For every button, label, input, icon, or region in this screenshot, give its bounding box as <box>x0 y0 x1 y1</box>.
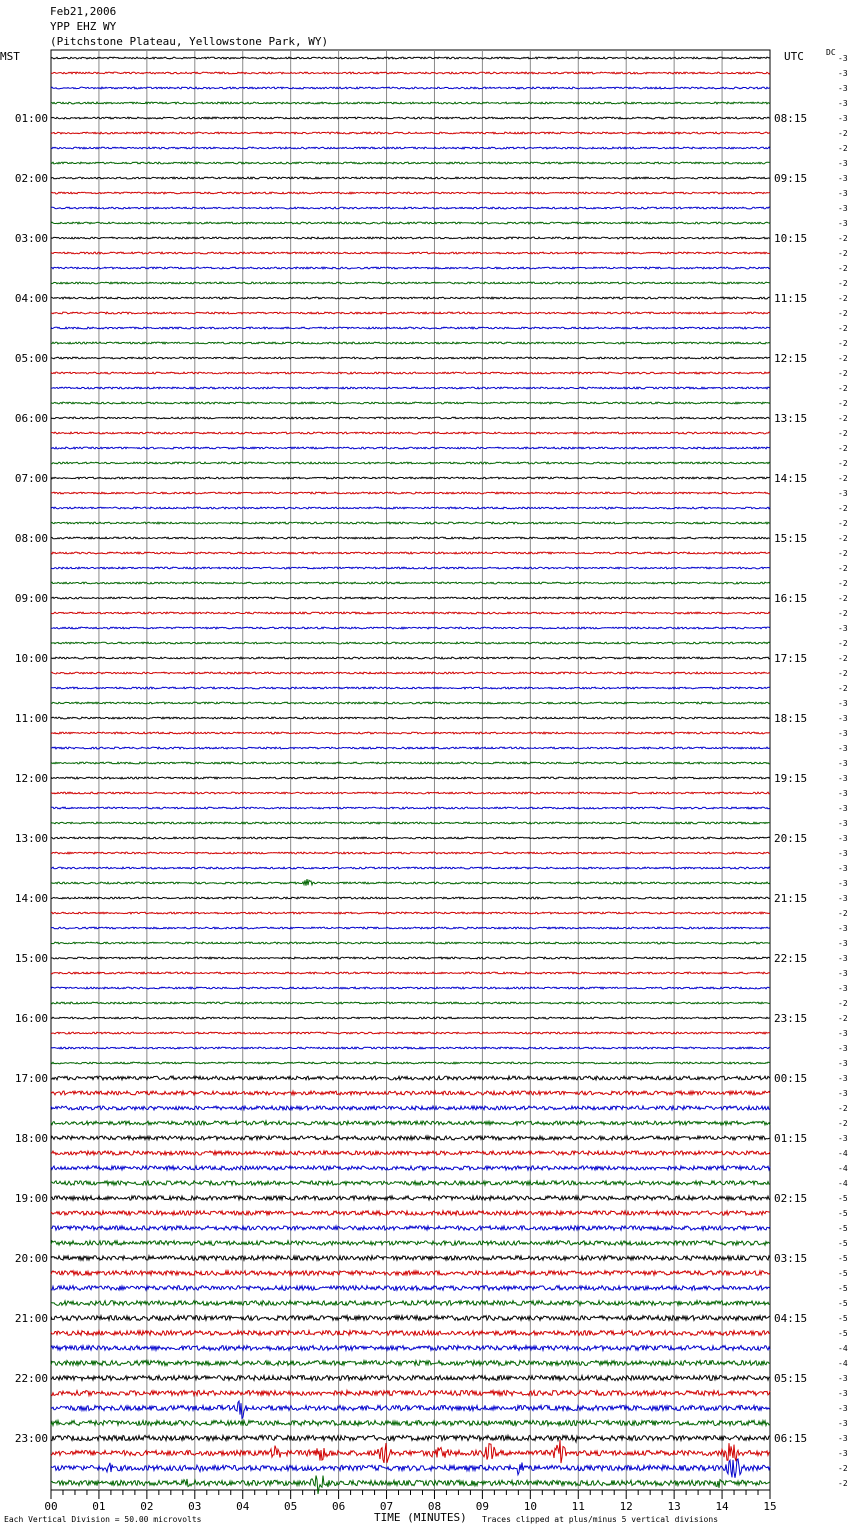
trace-offset-label: -2 <box>838 354 848 363</box>
mst-hour-label: 08:00 <box>14 532 48 545</box>
seismic-trace <box>51 222 770 224</box>
trace-offset-label: -3 <box>838 804 848 813</box>
seismic-trace <box>51 1376 770 1381</box>
seismic-trace <box>51 1271 770 1276</box>
mst-hour-label: 02:00 <box>14 172 48 185</box>
mst-hour-label: 06:00 <box>14 412 48 425</box>
plot-date: Feb21,2006 <box>50 5 117 18</box>
seismic-trace <box>51 447 770 449</box>
seismic-trace <box>51 1256 770 1261</box>
x-tick-label: 02 <box>140 1500 154 1513</box>
trace-offset-label: -2 <box>838 549 848 558</box>
utc-hour-label: 15:15 <box>774 532 808 545</box>
x-tick-label: 11 <box>571 1500 585 1513</box>
utc-hour-label: 16:15 <box>774 592 808 605</box>
trace-offset-label: -2 <box>838 474 848 483</box>
trace-offset-label: -3 <box>838 624 848 633</box>
trace-offset-label: -2 <box>838 594 848 603</box>
seismic-trace <box>51 1435 770 1442</box>
seismic-trace <box>51 912 770 914</box>
trace-offset-label: -2 <box>838 414 848 423</box>
x-tick-label: 07 <box>379 1500 394 1513</box>
x-tick-label: 00 <box>44 1500 58 1513</box>
trace-offset-label: -2 <box>838 399 848 408</box>
trace-offset-label: -3 <box>838 939 848 948</box>
mst-hour-label: 12:00 <box>14 772 48 785</box>
trace-offset-label: -2 <box>838 144 848 153</box>
utc-hour-label: 12:15 <box>774 352 808 365</box>
seismic-trace <box>51 57 770 59</box>
trace-offset-label: -5 <box>838 1269 848 1278</box>
mst-hour-label: 13:00 <box>14 832 48 845</box>
trace-offset-label: -3 <box>838 819 848 828</box>
seismic-trace <box>51 1316 770 1321</box>
seismic-trace <box>51 552 770 554</box>
seismic-trace <box>51 462 770 464</box>
trace-offset-label: -2 <box>838 294 848 303</box>
seismic-trace <box>51 1181 770 1185</box>
trace-offset-label: -3 <box>838 174 848 183</box>
trace-offset-label: -3 <box>838 114 848 123</box>
trace-offset-label: -3 <box>838 1374 848 1383</box>
mst-hour-label: 14:00 <box>14 892 48 905</box>
trace-offset-label: -3 <box>838 1074 848 1083</box>
seismic-trace <box>51 1361 770 1366</box>
seismic-trace <box>51 1286 770 1291</box>
trace-offset-label: -2 <box>838 249 848 258</box>
seismic-trace <box>51 117 770 119</box>
seismic-trace <box>51 1211 770 1215</box>
seismic-trace <box>51 132 770 134</box>
trace-offset-label: -3 <box>838 489 848 498</box>
seismic-trace <box>51 1047 770 1049</box>
seismic-trace <box>51 879 770 886</box>
trace-offset-label: -3 <box>838 84 848 93</box>
x-tick-label: 08 <box>427 1500 442 1513</box>
mst-hour-label: 16:00 <box>14 1012 48 1025</box>
trace-offset-label: -3 <box>838 189 848 198</box>
trace-offset-label: -2 <box>838 1014 848 1023</box>
seismic-trace <box>51 312 770 314</box>
trace-offset-label: -3 <box>838 714 848 723</box>
trace-offset-label: -5 <box>838 1314 848 1323</box>
seismic-trace <box>51 1106 770 1110</box>
utc-hour-label: 01:15 <box>774 1132 808 1145</box>
trace-offset-label: -2 <box>838 519 848 528</box>
seismic-trace <box>51 162 770 164</box>
seismic-trace <box>51 837 770 839</box>
mst-hour-label: 20:00 <box>14 1252 48 1265</box>
seismic-trace <box>51 417 770 419</box>
trace-offset-label: -4 <box>838 1164 848 1173</box>
trace-offset-label: -3 <box>838 1404 848 1413</box>
trace-offset-label: -3 <box>838 1029 848 1038</box>
trace-offset-label: -2 <box>838 234 848 243</box>
seismic-trace <box>51 432 770 434</box>
mst-hour-label: 17:00 <box>14 1072 48 1085</box>
seismic-trace <box>51 102 770 104</box>
x-tick-label: 13 <box>667 1500 681 1513</box>
trace-offset-label: -3 <box>838 219 848 228</box>
utc-hour-label: 08:15 <box>774 112 808 125</box>
seismic-trace <box>51 747 770 749</box>
seismic-trace <box>51 1301 770 1306</box>
trace-offset-label: -3 <box>838 1044 848 1053</box>
utc-hour-label: 19:15 <box>774 772 808 785</box>
utc-hour-label: 10:15 <box>774 232 808 245</box>
mst-hour-label: 21:00 <box>14 1312 48 1325</box>
seismic-trace <box>51 702 770 704</box>
seismic-trace <box>51 1226 770 1230</box>
utc-hour-label: 22:15 <box>774 952 808 965</box>
seismic-trace <box>51 597 770 599</box>
trace-offset-label: -2 <box>838 129 848 138</box>
utc-hour-label: 02:15 <box>774 1192 808 1205</box>
trace-offset-label: -2 <box>838 534 848 543</box>
trace-offset-label: -2 <box>838 1119 848 1128</box>
utc-hour-label: 09:15 <box>774 172 808 185</box>
utc-hour-label: 21:15 <box>774 892 808 905</box>
seismic-trace <box>51 192 770 194</box>
trace-offset-label: -2 <box>838 444 848 453</box>
trace-offset-label: -3 <box>838 1134 848 1143</box>
seismic-trace <box>51 267 770 269</box>
trace-offset-label: -2 <box>838 609 848 618</box>
seismic-trace <box>51 957 770 959</box>
station-location: (Pitchstone Plateau, Yellowstone Park, WY) <box>50 35 329 48</box>
seismic-trace <box>51 342 770 344</box>
trace-offset-label: -3 <box>838 744 848 753</box>
utc-hour-label: 03:15 <box>774 1252 808 1265</box>
trace-offset-label: -3 <box>838 159 848 168</box>
mst-hour-label: 05:00 <box>14 352 48 365</box>
utc-hour-label: 23:15 <box>774 1012 808 1025</box>
utc-hour-label: 17:15 <box>774 652 808 665</box>
utc-hour-label: 00:15 <box>774 1072 808 1085</box>
seismic-trace <box>51 567 770 569</box>
utc-hour-label: 11:15 <box>774 292 808 305</box>
x-tick-label: 10 <box>523 1500 537 1513</box>
trace-offset-label: -2 <box>838 429 848 438</box>
trace-offset-label: -2 <box>838 264 848 273</box>
seismic-trace <box>51 1032 770 1034</box>
trace-offset-label: -2 <box>838 1464 848 1473</box>
seismic-trace <box>51 762 770 764</box>
x-tick-label: 04 <box>236 1500 250 1513</box>
seismic-trace <box>51 867 770 869</box>
seismic-trace <box>51 357 770 359</box>
seismic-trace <box>51 942 770 944</box>
trace-offset-label: -2 <box>838 504 848 513</box>
seismic-trace <box>51 177 770 179</box>
seismic-trace <box>51 1002 770 1004</box>
mst-hour-label: 15:00 <box>14 952 48 965</box>
mst-hour-label: 23:00 <box>14 1432 48 1445</box>
seismic-trace <box>51 717 770 719</box>
trace-offset-label: -4 <box>838 1344 848 1353</box>
utc-axis-label: UTC <box>784 50 804 63</box>
seismic-trace <box>51 87 770 89</box>
seismic-trace <box>51 1241 770 1245</box>
trace-offset-label: -2 <box>838 684 848 693</box>
trace-offset-label: -2 <box>838 459 848 468</box>
trace-offset-label: -5 <box>838 1284 848 1293</box>
trace-offset-label: -4 <box>838 1359 848 1368</box>
trace-offset-label: -4 <box>838 1149 848 1158</box>
seismic-trace <box>51 732 770 734</box>
mst-hour-label: 03:00 <box>14 232 48 245</box>
seismic-trace <box>51 237 770 239</box>
trace-offset-label: -5 <box>838 1299 848 1308</box>
trace-offset-label: -2 <box>838 384 848 393</box>
trace-offset-label: -3 <box>838 864 848 873</box>
trace-offset-label: -2 <box>838 309 848 318</box>
mst-hour-label: 04:00 <box>14 292 48 305</box>
seismic-trace <box>51 252 770 254</box>
trace-offset-label: -3 <box>838 774 848 783</box>
seismic-trace <box>51 372 770 374</box>
seismic-trace <box>51 582 770 584</box>
seismic-trace <box>51 147 770 149</box>
trace-offset-label: -3 <box>838 1434 848 1443</box>
trace-offset-label: -3 <box>838 759 848 768</box>
trace-offset-label: -3 <box>838 69 848 78</box>
utc-hour-label: 14:15 <box>774 472 808 485</box>
seismic-trace <box>51 1076 770 1080</box>
seismic-trace <box>51 1196 770 1200</box>
trace-offset-label: -2 <box>838 564 848 573</box>
trace-offset-label: -3 <box>838 699 848 708</box>
seismic-trace <box>51 492 770 494</box>
seismic-trace <box>51 927 770 929</box>
utc-hour-label: 18:15 <box>774 712 808 725</box>
trace-offset-label: -3 <box>838 1089 848 1098</box>
trace-offset-label: -3 <box>838 1449 848 1458</box>
seismic-trace <box>51 297 770 299</box>
trace-offset-label: -3 <box>838 879 848 888</box>
trace-offset-label: -2 <box>838 579 848 588</box>
trace-offset-label: -3 <box>838 1389 848 1398</box>
trace-offset-label: -3 <box>838 204 848 213</box>
seismic-trace <box>51 897 770 899</box>
seismic-trace <box>51 792 770 794</box>
utc-hour-label: 04:15 <box>774 1312 808 1325</box>
utc-hour-label: 05:15 <box>774 1372 808 1385</box>
seismic-trace <box>51 537 770 539</box>
trace-offset-label: -5 <box>838 1224 848 1233</box>
seismic-trace <box>51 612 770 614</box>
seismic-trace <box>51 507 770 509</box>
trace-offset-label: -2 <box>838 1479 848 1488</box>
mst-hour-label: 10:00 <box>14 652 48 665</box>
x-axis-title: TIME (MINUTES) <box>374 1511 467 1524</box>
trace-offset-label: -4 <box>838 1179 848 1188</box>
seismic-trace <box>51 387 770 389</box>
trace-offset-label: -3 <box>838 954 848 963</box>
seismic-trace <box>51 1062 770 1064</box>
seismic-trace <box>51 1331 770 1336</box>
seismic-trace <box>51 1151 770 1155</box>
trace-offset-label: -2 <box>838 909 848 918</box>
seismic-trace <box>51 1136 770 1140</box>
trace-offset-label: -2 <box>838 654 848 663</box>
seismic-trace <box>51 807 770 809</box>
trace-offset-label: -3 <box>838 1059 848 1068</box>
mst-hour-label: 19:00 <box>14 1192 48 1205</box>
trace-offset-label: -2 <box>838 1104 848 1113</box>
trace-offset-label: -5 <box>838 1209 848 1218</box>
seismic-trace <box>51 282 770 284</box>
trace-offset-label: -2 <box>838 999 848 1008</box>
station-code: YPP EHZ WY <box>50 20 117 33</box>
seismic-trace <box>51 777 770 779</box>
mst-hour-label: 11:00 <box>14 712 48 725</box>
seismic-trace <box>51 522 770 524</box>
trace-offset-label: -3 <box>838 834 848 843</box>
x-tick-label: 01 <box>92 1500 106 1513</box>
seismic-trace <box>51 327 770 329</box>
trace-offset-label: -3 <box>838 54 848 63</box>
seismic-trace <box>51 1459 770 1478</box>
clip-note: Traces clipped at plus/minus 5 vertical divisions <box>482 1515 719 1524</box>
seismic-trace <box>51 72 770 74</box>
trace-offset-label: -3 <box>838 894 848 903</box>
seismic-trace <box>51 642 770 644</box>
x-tick-label: 05 <box>284 1500 298 1513</box>
seismic-trace <box>51 822 770 824</box>
seismic-trace <box>51 1420 770 1425</box>
seismic-trace <box>51 852 770 854</box>
seismic-trace <box>51 1121 770 1125</box>
seismic-trace <box>51 657 770 659</box>
trace-offset-label: -5 <box>838 1329 848 1338</box>
seismic-trace <box>51 1166 770 1170</box>
trace-offset-label: -3 <box>838 99 848 108</box>
utc-hour-label: 06:15 <box>774 1432 808 1445</box>
seismic-trace <box>51 1346 770 1351</box>
trace-offset-label: -3 <box>838 924 848 933</box>
trace-offset-label: -3 <box>838 729 848 738</box>
trace-offset-label: -3 <box>838 789 848 798</box>
seismic-trace <box>51 1017 770 1019</box>
mst-hour-label: 09:00 <box>14 592 48 605</box>
trace-offset-label: -3 <box>838 1419 848 1428</box>
trace-offset-label: -3 <box>838 984 848 993</box>
trace-offset-label: -5 <box>838 1239 848 1248</box>
seismic-trace <box>51 1440 770 1463</box>
mst-hour-label: 01:00 <box>14 112 48 125</box>
seismic-trace <box>51 402 770 404</box>
mst-hour-label: 18:00 <box>14 1132 48 1145</box>
trace-offset-label: -2 <box>838 279 848 288</box>
trace-offset-label: -3 <box>838 969 848 978</box>
utc-hour-label: 13:15 <box>774 412 808 425</box>
dc-offset-label: DC <box>826 48 836 57</box>
x-tick-label: 15 <box>763 1500 777 1513</box>
scale-note: Each Vertical Division = 50.00 microvolts <box>4 1515 202 1524</box>
x-tick-label: 03 <box>188 1500 202 1513</box>
trace-offset-label: -2 <box>838 669 848 678</box>
seismic-trace <box>51 672 770 674</box>
seismic-trace <box>51 477 770 479</box>
seismic-trace <box>51 987 770 989</box>
mst-hour-label: 07:00 <box>14 472 48 485</box>
seismic-trace <box>51 1401 770 1418</box>
x-tick-label: 14 <box>715 1500 729 1513</box>
trace-offset-label: -2 <box>838 639 848 648</box>
trace-offset-label: -5 <box>838 1254 848 1263</box>
trace-offset-label: -2 <box>838 339 848 348</box>
x-tick-label: 12 <box>619 1500 633 1513</box>
x-tick-label: 09 <box>475 1500 490 1513</box>
trace-offset-label: -3 <box>838 849 848 858</box>
seismic-trace <box>51 687 770 689</box>
seismic-trace <box>51 627 770 629</box>
seismic-trace <box>51 972 770 974</box>
seismic-trace <box>51 1091 770 1095</box>
utc-hour-label: 20:15 <box>774 832 808 845</box>
trace-offset-label: -2 <box>838 369 848 378</box>
mst-hour-label: 22:00 <box>14 1372 48 1385</box>
seismic-trace <box>51 207 770 209</box>
trace-offset-label: -5 <box>838 1194 848 1203</box>
seismic-trace <box>51 1391 770 1396</box>
trace-offset-label: -2 <box>838 324 848 333</box>
x-tick-label: 06 <box>331 1500 346 1513</box>
mst-axis-label: MST <box>0 50 20 63</box>
